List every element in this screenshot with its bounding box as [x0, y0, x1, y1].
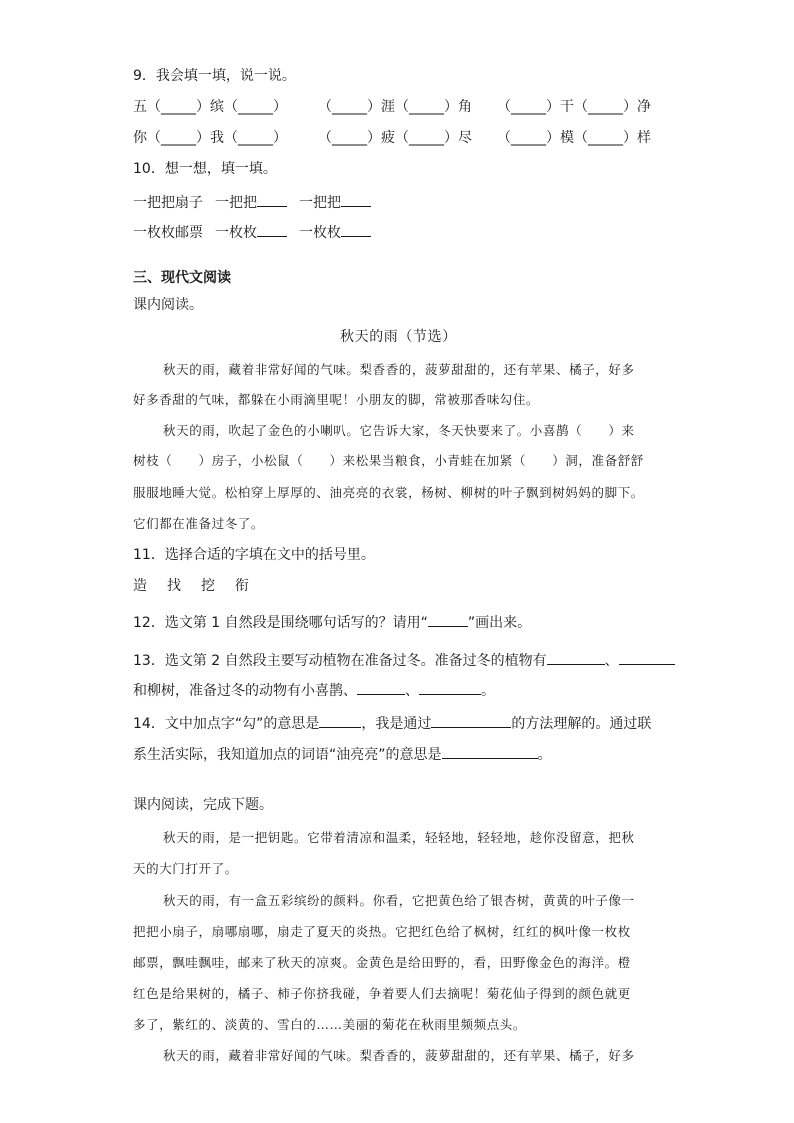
q11-option: 挖	[201, 578, 215, 594]
q14-blank-3[interactable]	[442, 744, 538, 759]
q12	[133, 613, 531, 633]
q9-title: 9．我会填一填，说一说。	[133, 68, 296, 84]
s3-p2-l1: 秋天的雨，吹起了金色的小喇叭。它告诉大家，冬天快要来了。小喜鹊（ ）来	[163, 423, 635, 438]
q13-l2-end: 。	[481, 683, 495, 699]
q13-blank-4[interactable]	[419, 680, 481, 695]
q14-line1	[133, 713, 651, 734]
s4-p2-l3: 邮票，飘哇飘哇，邮来了秋天的凉爽。金黄色是给田野的，看，田野像金色的海洋。橙	[133, 955, 631, 970]
q10-line1-prefix-a: 一把把	[215, 195, 257, 211]
s4-p1-l2: 天的大门打开了。	[133, 861, 238, 876]
q11-option: 衔	[235, 578, 249, 594]
q12-before: 12．选文第 1 自然段是围绕哪句话写的？请用“	[133, 615, 428, 631]
q14-blank-1[interactable]	[319, 713, 361, 728]
s4-p1-l1: 秋天的雨，是一把钥匙。它带着清凉和温柔，轻轻地，轻轻地，趁你没留意，把秋	[163, 830, 635, 845]
q13-blank-3[interactable]	[357, 680, 405, 695]
q13-l2-sep: 、	[405, 683, 419, 699]
s4-p2-l1: 秋天的雨，有一盒五彩缤纷的颜料。你看，它把黄色给了银杏树，黄黄的叶子像一	[163, 893, 635, 908]
s4-p2-l5: 多了，紫红的、淡黄的、雪白的……美丽的菊花在秋雨里频频点头。	[133, 1017, 527, 1032]
s3-p1-l1: 秋天的雨，藏着非常好闻的气味。梨香香的，菠萝甜甜的，还有苹果、橘子，好多	[163, 362, 635, 377]
q13-blank-1[interactable]	[547, 650, 605, 665]
section3-heading: 三、现代文阅读	[133, 270, 231, 286]
q11-title: 11．选择合适的字填在文中的括号里。	[133, 547, 375, 563]
q9-row2-item3: （_____）模（_____）样	[497, 130, 651, 146]
q14-line2	[133, 744, 552, 765]
q14-l1-a: 14．文中加点字“勾”的意思是	[133, 716, 320, 732]
q9-row2-item2: （_____）疲（_____）尽	[318, 130, 472, 146]
s3-p2-l4: 它们都在准备过冬了。	[133, 516, 265, 531]
q13-line1	[133, 650, 675, 671]
q10-line2-blank-b[interactable]	[341, 222, 371, 237]
q14-l1-c: 的方法理解的。通过联	[511, 716, 652, 732]
q12-wavy-line	[428, 616, 468, 627]
q14-l2-end: 。	[537, 747, 552, 763]
q10-line1	[133, 192, 371, 213]
q10-line2	[133, 222, 371, 243]
q13-l2-text: 和柳树，准备过冬的动物有小喜鹊、	[133, 683, 357, 699]
q11-options	[133, 576, 249, 596]
section4-sub: 课内阅读，完成下题。	[133, 797, 273, 813]
q13-l1-text: 13．选文第 2 自然段主要写动植物在准备过冬。准备过冬的植物有	[133, 653, 547, 669]
q13-line2	[133, 680, 495, 701]
q14-blank-2[interactable]	[431, 713, 511, 728]
q13-l1-sep: 、	[604, 653, 619, 669]
q10-line2-blank-a[interactable]	[257, 222, 287, 237]
q10-title: 10．想一想，填一填。	[133, 161, 277, 177]
q9-row2-item1: 你（_____）我（_____）	[133, 130, 287, 146]
q11-option: 造	[133, 578, 147, 594]
q10-line2-prefix-a: 一枚枚	[215, 225, 257, 241]
q9-row1-item3: （_____）干（_____）净	[497, 99, 651, 115]
q13-blank-2[interactable]	[619, 650, 675, 665]
s4-p2-l4: 红色是给果树的，橘子、柿子你挤我碰，争着要人们去摘呢！菊花仙子得到的颜色就更	[133, 986, 631, 1001]
s3-p2-l3: 服服地睡大觉。松柏穿上厚厚的、油亮亮的衣裳，杨树、柳树的叶子飘到树妈妈的脚下。	[133, 485, 644, 500]
s4-p2-l2: 把把小扇子，扇哪扇哪，扇走了夏天的炎热。它把红色给了枫树，红红的枫叶像一枚枚	[133, 924, 631, 939]
q9-row1-item2: （_____）涯（_____）角	[318, 99, 472, 115]
s3-p1-l2: 好多香甜的气味，都躲在小雨滴里呢！小朋友的脚，常被那香味勾住。	[133, 392, 540, 407]
q10-line2-example: 一枚枚邮票	[133, 225, 203, 241]
q10-line1-prefix-b: 一把把	[299, 195, 341, 211]
passage-title: 秋天的雨（节选）	[340, 329, 457, 345]
s4-p3-l1: 秋天的雨，藏着非常好闻的气味。梨香香的，菠萝甜甜的，还有苹果、橘子，好多	[163, 1048, 635, 1063]
section3-sub: 课内阅读。	[133, 297, 203, 313]
q10-line2-prefix-b: 一枚枚	[299, 225, 341, 241]
q11-option: 找	[167, 578, 181, 594]
q10-line1-blank-b[interactable]	[341, 192, 371, 207]
q14-l2-a: 系生活实际，我知道加点的词语“油亮亮”的意思是	[133, 747, 442, 763]
q14-l1-b: ，我是通过	[361, 716, 432, 732]
q12-after: ”画出来。	[467, 615, 532, 631]
q9-row1-item1: 五（_____）缤（_____）	[133, 99, 287, 115]
q10-line1-blank-a[interactable]	[257, 192, 287, 207]
s3-p2-l2: 树枝（ ）房子，小松鼠（ ）来松果当粮食，小青蛙在加紧（ ）洞，准备舒舒	[133, 453, 644, 468]
q10-line1-example: 一把把扇子	[133, 195, 203, 211]
